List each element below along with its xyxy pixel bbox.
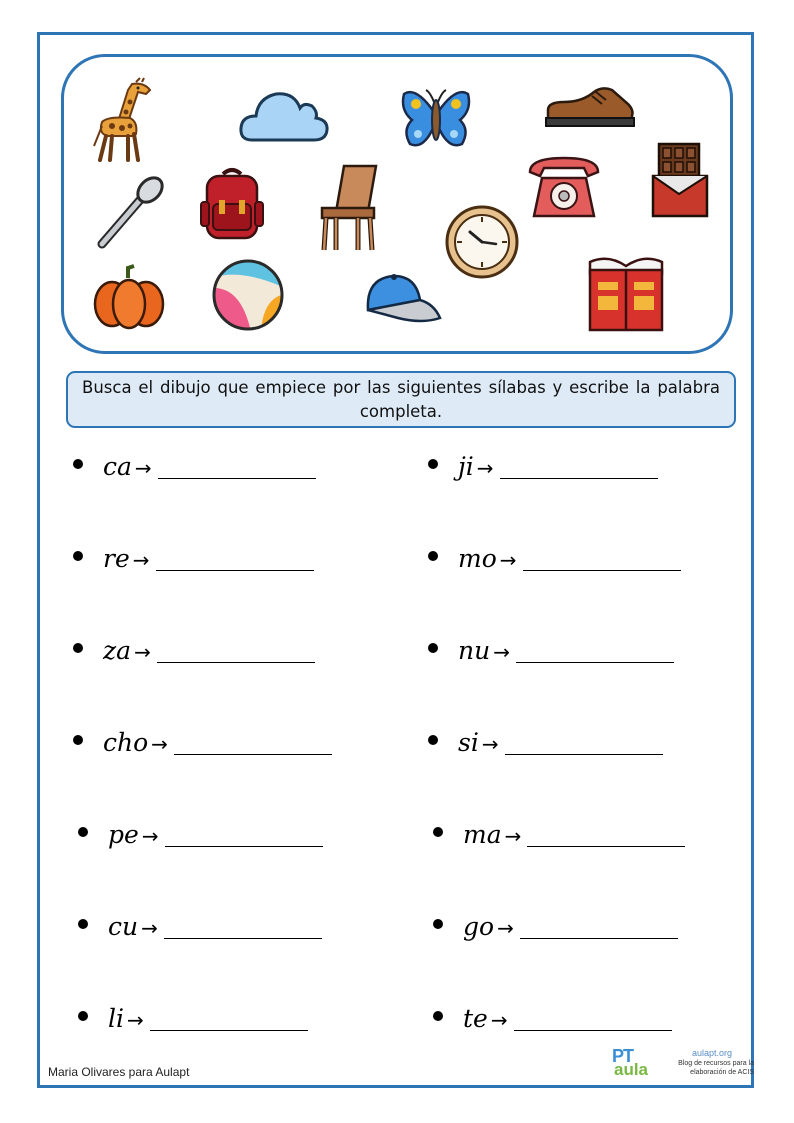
arrow-icon: → (490, 1008, 508, 1032)
cloud-icon (238, 86, 330, 144)
answer-line[interactable] (527, 846, 685, 847)
syllable-item (428, 452, 658, 484)
cap-icon (364, 270, 442, 326)
answer-line[interactable] (500, 478, 658, 479)
answer-line[interactable] (158, 478, 316, 479)
syllable: ji (458, 452, 474, 481)
syllable-item (73, 544, 314, 576)
arrow-icon: → (504, 824, 522, 848)
answer-line[interactable] (150, 1030, 308, 1031)
arrow-icon: → (141, 824, 159, 848)
bullet (433, 919, 443, 929)
syllable: pe (108, 820, 139, 849)
answer-line[interactable] (516, 662, 674, 663)
syllable: za (103, 636, 132, 665)
syllable: li (108, 1004, 124, 1033)
bullet (73, 643, 83, 653)
answer-line[interactable] (514, 1030, 672, 1031)
arrow-icon: → (151, 732, 168, 756)
answer-line[interactable] (165, 846, 323, 847)
bullet (428, 735, 438, 745)
logo-pt-text: PT (612, 1046, 634, 1066)
syllable-item (73, 636, 315, 668)
book-icon (586, 252, 666, 332)
clock-icon (444, 204, 520, 280)
answer-line[interactable] (505, 754, 663, 755)
spoon-icon (94, 174, 168, 250)
syllable-item (78, 820, 323, 852)
bullet (78, 919, 88, 929)
syllable: te (463, 1004, 488, 1033)
aulapt-logo (612, 1046, 752, 1086)
bullet (433, 1011, 443, 1021)
arrow-icon: → (499, 548, 517, 572)
bullet (73, 735, 83, 745)
syllable-item (78, 1004, 308, 1036)
bullet (78, 827, 88, 837)
instruction-text: Busca el dibujo que empiece por las siguientes sílabas y escribe la palabra completa. (66, 371, 736, 428)
bullet (428, 551, 438, 561)
syllable-item (428, 728, 663, 760)
syllable: ca (103, 452, 132, 481)
arrow-icon: → (127, 1008, 144, 1032)
syllable-item (428, 636, 674, 668)
syllable: cu (108, 912, 139, 941)
telephone-icon (526, 154, 602, 220)
bullet (428, 643, 438, 653)
butterfly-icon (400, 86, 472, 154)
bullet (428, 459, 438, 469)
chair-icon (318, 162, 380, 252)
syllable: go (463, 912, 495, 941)
arrow-icon: → (134, 640, 151, 664)
syllable-item (428, 544, 681, 576)
logo-url: aulapt.org (692, 1048, 733, 1058)
arrow-icon: → (141, 916, 158, 940)
syllable-item (433, 1004, 672, 1036)
syllable-item (73, 452, 316, 484)
chocolate-icon (651, 142, 709, 218)
arrow-icon: → (481, 732, 499, 756)
syllable: mo (458, 544, 497, 573)
answer-line[interactable] (520, 938, 678, 939)
bullet (78, 1011, 88, 1021)
answer-line[interactable] (164, 938, 322, 939)
answer-line[interactable] (156, 570, 314, 571)
backpack-icon (197, 166, 267, 242)
pumpkin-icon (92, 264, 166, 330)
footer-credit: Maria Olivares para Aulapt (48, 1065, 190, 1079)
syllable: cho (103, 728, 149, 757)
giraffe-icon (88, 76, 154, 164)
answer-line[interactable] (157, 662, 315, 663)
shoe-icon (544, 84, 636, 130)
syllable: ma (463, 820, 502, 849)
arrow-icon: → (497, 916, 514, 940)
logo-aula-text: aula (614, 1060, 649, 1079)
bullet (73, 551, 83, 561)
arrow-icon: → (493, 640, 510, 664)
syllable: nu (458, 636, 491, 665)
bullet (433, 827, 443, 837)
arrow-icon: → (132, 548, 150, 572)
logo-description: Blog de recursos para la elaboración de ACIS (678, 1060, 754, 1076)
bullet (73, 459, 83, 469)
ball-icon (211, 258, 285, 332)
syllable: re (103, 544, 130, 573)
syllable: si (458, 728, 479, 757)
syllable-item (433, 820, 685, 852)
answer-line[interactable] (523, 570, 681, 571)
syllable-item (78, 912, 322, 944)
syllable-item (433, 912, 678, 944)
arrow-icon: → (476, 456, 494, 480)
syllable-item (73, 728, 332, 760)
arrow-icon: → (134, 456, 152, 480)
answer-line[interactable] (174, 754, 332, 755)
